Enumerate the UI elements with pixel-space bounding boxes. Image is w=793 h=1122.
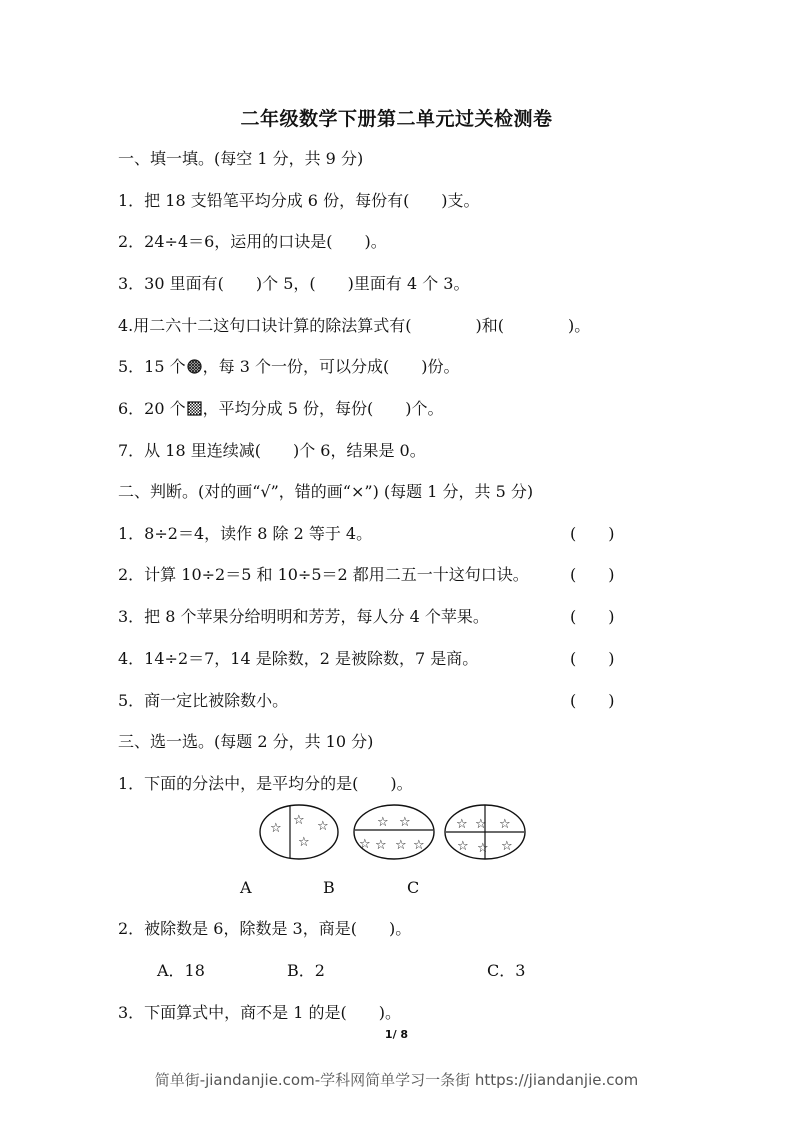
star-icon: ☆ <box>359 837 371 852</box>
s1-question-4: 4.用二六十二这句口诀计算的除法算式有( )和( )。 <box>118 316 591 335</box>
star-icon: ☆ <box>457 839 469 854</box>
division-figures <box>255 800 535 866</box>
s3-question-3: 3．下面算式中，商不是 1 的是( )。 <box>118 1003 402 1022</box>
section3-heading: 三、选一选。(每题 2 分，共 10 分) <box>118 732 374 751</box>
s1-question-2: 2．24÷4＝6，运用的口诀是( )。 <box>118 232 387 251</box>
star-icon: ☆ <box>413 838 425 853</box>
figure-b <box>354 805 434 859</box>
figure-c <box>445 805 525 859</box>
star-icon: ☆ <box>298 835 310 850</box>
s3-question-1: 1．下面的分法中，是平均分的是( )。 <box>118 774 413 793</box>
star-icon: ☆ <box>499 817 511 832</box>
section1-heading: 一、填一填。(每空 1 分，共 9 分) <box>118 149 364 168</box>
q2-option-a: A．18 <box>157 961 205 980</box>
s3-question-2: 2．被除数是 6，除数是 3，商是( )。 <box>118 919 412 938</box>
answer-paren: ( ) <box>570 691 615 710</box>
s2-question-4: 4．14÷2＝7，14 是除数，2 是被除数，7 是商。 <box>118 649 479 668</box>
s2-question-1: 1．8÷2＝4，读作 8 除 2 等于 4。 <box>118 524 373 543</box>
s2-question-2: 2．计算 10÷2＝5 和 10÷5＝2 都用二五一十这句口诀。 <box>118 565 529 584</box>
page-number: 1/ 8 <box>384 1028 409 1041</box>
hatched-ball-icon <box>187 358 202 380</box>
s1-question-1: 1．把 18 支铅笔平均分成 6 份，每份有( )支。 <box>118 191 480 210</box>
s1-question-5 <box>118 356 459 380</box>
star-icon: ☆ <box>399 815 411 830</box>
star-icon: ☆ <box>501 839 513 854</box>
q6-prefix: 6．20 个 <box>118 399 186 418</box>
answer-paren: ( ) <box>570 607 615 626</box>
s2-question-5: 5．商一定比被除数小。 <box>118 691 289 710</box>
figure-a <box>260 805 338 859</box>
s1-question-3: 3．30 里面有( )个 5，( )里面有 4 个 3。 <box>118 274 470 293</box>
q2-option-b: B．2 <box>287 961 325 980</box>
footer-text: 简单街-jiandanjie.com-学科网简单学习一条街 https://jiandanjie.com <box>154 1071 639 1089</box>
star-icon: ☆ <box>477 841 489 856</box>
answer-paren: ( ) <box>570 649 615 668</box>
s1-question-6 <box>118 398 443 422</box>
star-icon: ☆ <box>377 815 389 830</box>
q5-prefix: 5．15 个 <box>118 357 186 376</box>
s1-question-7: 7．从 18 里连续减( )个 6，结果是 0。 <box>118 441 426 460</box>
q5-suffix: ，每 3 个一份，可以分成( )份。 <box>202 357 460 376</box>
q2-option-c: C．3 <box>487 961 526 980</box>
s2-question-3: 3．把 8 个苹果分给明明和芳芳，每人分 4 个苹果。 <box>118 607 489 626</box>
star-icon: ☆ <box>395 838 407 853</box>
page-title: 二年级数学下册第二单元过关检测卷 <box>240 108 553 130</box>
star-icon: ☆ <box>270 821 282 836</box>
answer-paren: ( ) <box>570 524 615 543</box>
star-icon: ☆ <box>375 838 387 853</box>
figure-label-c: C <box>407 878 420 897</box>
figure-label-a: A <box>240 878 252 897</box>
star-icon: ☆ <box>293 813 305 828</box>
star-icon: ☆ <box>317 819 329 834</box>
hatched-square-icon <box>187 400 202 422</box>
answer-paren: ( ) <box>570 565 615 584</box>
star-icon: ☆ <box>475 817 487 832</box>
q6-suffix: ，平均分成 5 份，每份( )个。 <box>202 399 444 418</box>
figure-label-b: B <box>323 878 335 897</box>
star-icon: ☆ <box>456 817 468 832</box>
section2-heading: 二、判断。(对的画“√”，错的画“×”) (每题 1 分，共 5 分) <box>118 482 534 501</box>
